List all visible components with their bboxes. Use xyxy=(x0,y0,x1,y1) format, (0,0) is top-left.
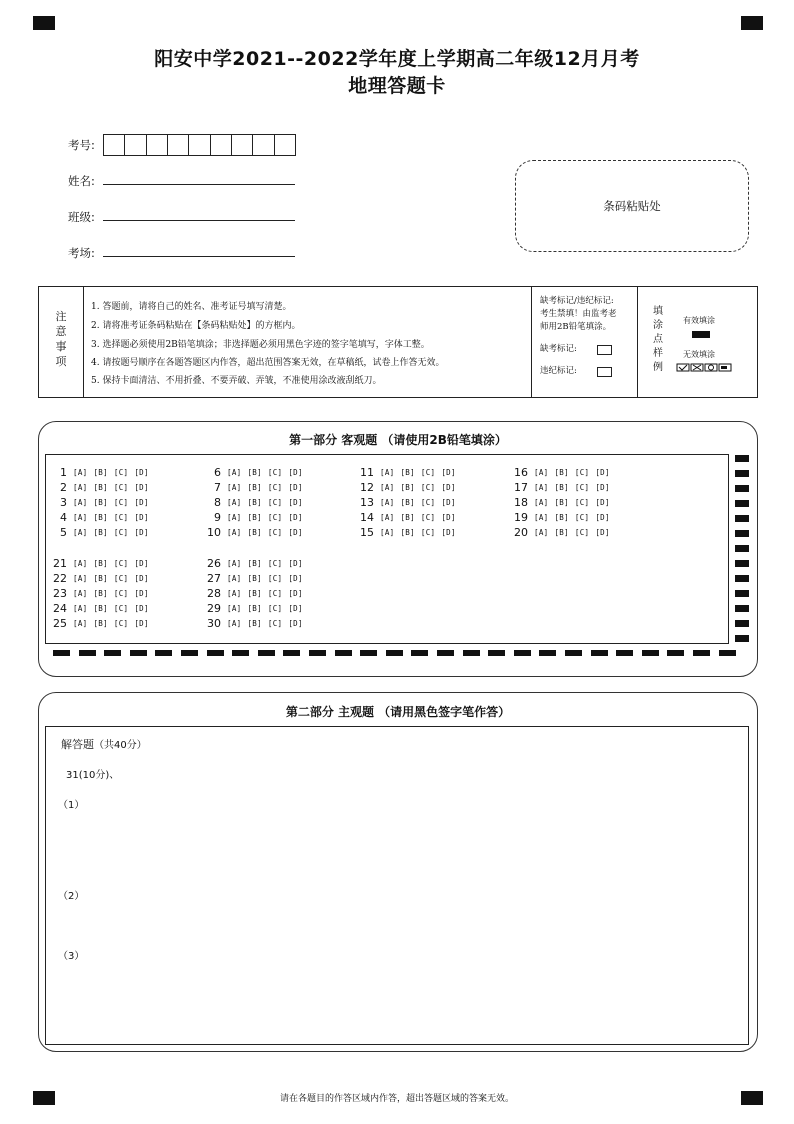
answer-bubble[interactable]: [D] xyxy=(134,483,149,492)
question-11 xyxy=(352,466,462,479)
answer-bubble[interactable]: [A] xyxy=(73,528,88,537)
question-22 xyxy=(45,572,155,585)
answer-bubble[interactable]: [B] xyxy=(93,498,108,507)
question-23 xyxy=(45,587,155,600)
answer-bubble[interactable]: [D] xyxy=(288,483,303,492)
answer-bubble[interactable]: [D] xyxy=(441,468,456,477)
answer-bubble[interactable]: [D] xyxy=(134,468,149,477)
timing-mark-bottom xyxy=(642,650,659,656)
answer-bubble[interactable]: [D] xyxy=(595,513,610,522)
question-number: 18 xyxy=(514,496,528,509)
answer-bubble[interactable]: [D] xyxy=(134,604,149,613)
answer-bubble[interactable]: [D] xyxy=(288,604,303,613)
name-label: 姓名: xyxy=(68,174,95,188)
question-number: 28 xyxy=(207,587,221,600)
answer-bubble[interactable]: [A] xyxy=(380,513,395,522)
timing-mark-right xyxy=(735,575,749,582)
timing-mark-bottom xyxy=(309,650,326,656)
timing-mark-right xyxy=(735,620,749,627)
answer-bubble[interactable]: [A] xyxy=(534,498,549,507)
answer-bubble[interactable]: [C] xyxy=(574,498,590,507)
answer-bubble[interactable]: [B] xyxy=(93,528,108,537)
section-label: 解答题（共40分） xyxy=(61,738,147,751)
answer-bubble[interactable]: [B] xyxy=(93,604,108,613)
answer-bubble[interactable]: [C] xyxy=(574,513,590,522)
answer-bubble[interactable]: [A] xyxy=(227,574,242,583)
answer-bubble[interactable]: [C] xyxy=(267,574,283,583)
question-15 xyxy=(352,526,462,539)
question-2 xyxy=(45,481,155,494)
answer-bubble[interactable]: [B] xyxy=(400,468,415,477)
answer-bubble[interactable]: [C] xyxy=(267,528,283,537)
note-line: 2. 请将准考证条码粘贴在【条码粘贴处】的方框内。 xyxy=(91,321,301,331)
invalid-fill-label: 无效填涂 xyxy=(683,350,715,359)
answer-bubble[interactable]: [C] xyxy=(113,498,129,507)
answer-bubble[interactable]: [A] xyxy=(73,513,88,522)
answer-bubble[interactable]: [C] xyxy=(113,483,129,492)
question-number: 19 xyxy=(514,511,528,524)
answer-bubble[interactable]: [C] xyxy=(420,513,436,522)
objective-section-title: 第一部分 客观题 （请使用2B铅笔填涂） xyxy=(289,433,507,447)
timing-mark-bottom xyxy=(53,650,70,656)
note-line: 5. 保持卡面清洁、不用折叠、不要弄破、弄皱，不准使用涂改液刮纸刀。 xyxy=(91,376,382,386)
answer-bubble[interactable]: [C] xyxy=(113,619,129,628)
timing-mark-bottom xyxy=(514,650,531,656)
answer-bubble[interactable]: [C] xyxy=(267,589,283,598)
answer-bubble[interactable]: [C] xyxy=(113,528,129,537)
question-number: 14 xyxy=(360,511,374,524)
timing-mark-bottom xyxy=(258,650,275,656)
room-label: 考场: xyxy=(68,246,95,260)
answer-bubble[interactable]: [D] xyxy=(441,483,456,492)
question-25 xyxy=(45,617,155,630)
answer-bubble[interactable]: [D] xyxy=(441,498,456,507)
timing-mark-right xyxy=(735,515,749,522)
question-7 xyxy=(199,481,309,494)
question-9 xyxy=(199,511,309,524)
valid-fill-sample xyxy=(692,331,710,338)
question-18 xyxy=(506,496,616,509)
answer-bubble[interactable]: [B] xyxy=(93,513,108,522)
answer-bubble[interactable]: [B] xyxy=(554,468,569,477)
timing-mark-right xyxy=(735,590,749,597)
answer-bubble[interactable]: [B] xyxy=(93,483,108,492)
answer-bubble[interactable]: [D] xyxy=(288,498,303,507)
answer-bubble[interactable]: [A] xyxy=(534,483,549,492)
page-title: 阳安中学2021--2022学年度上学期高二年级12月月考 xyxy=(154,48,640,70)
question-30 xyxy=(199,617,309,630)
answer-bubble[interactable]: [A] xyxy=(73,589,88,598)
question-label: 31(10分)、 xyxy=(66,770,120,781)
answer-bubble[interactable]: [C] xyxy=(267,483,283,492)
answer-bubble[interactable]: [A] xyxy=(227,619,242,628)
question-number: 3 xyxy=(60,496,67,509)
invalid-fill-samples xyxy=(676,363,736,373)
name-field[interactable] xyxy=(103,184,295,185)
timing-mark-bottom xyxy=(360,650,377,656)
timing-mark-bottom xyxy=(693,650,710,656)
page-subtitle: 地理答题卡 xyxy=(348,75,446,97)
question-3 xyxy=(45,496,155,509)
answer-bubble[interactable]: [B] xyxy=(247,559,262,568)
footer-note: 请在各题目的作答区域内作答，超出答题区域的答案无效。 xyxy=(279,1094,514,1104)
timing-mark-bottom xyxy=(565,650,582,656)
answer-bubble[interactable]: [B] xyxy=(93,574,108,583)
answer-bubble[interactable]: [D] xyxy=(288,468,303,477)
answer-bubble[interactable]: [B] xyxy=(554,483,569,492)
question-14 xyxy=(352,511,462,524)
question-number: 2 xyxy=(60,481,67,494)
answer-bubble[interactable]: [B] xyxy=(247,498,262,507)
question-number: 13 xyxy=(360,496,374,509)
question-number: 8 xyxy=(214,496,221,509)
timing-mark-bottom xyxy=(463,650,480,656)
answer-bubble[interactable]: [A] xyxy=(73,468,88,477)
answer-bubble[interactable]: [B] xyxy=(247,604,262,613)
valid-fill-label: 有效填涂 xyxy=(683,316,715,325)
timing-mark-right xyxy=(735,635,749,642)
question-number: 17 xyxy=(514,481,528,494)
question-number: 21 xyxy=(53,557,67,570)
timing-mark-bottom xyxy=(181,650,198,656)
answer-bubble[interactable]: [C] xyxy=(420,468,436,477)
question-number: 25 xyxy=(53,617,67,630)
question-4 xyxy=(45,511,155,524)
absent-mark-box[interactable] xyxy=(597,345,612,355)
answer-bubble[interactable]: [B] xyxy=(247,574,262,583)
timing-mark-bottom xyxy=(719,650,736,656)
answer-bubble[interactable]: [C] xyxy=(420,528,436,537)
question-26 xyxy=(199,557,309,570)
question-12 xyxy=(352,481,462,494)
timing-mark-bottom xyxy=(488,650,505,656)
answer-bubble[interactable]: [D] xyxy=(134,513,149,522)
question-number: 7 xyxy=(214,481,221,494)
answer-bubble[interactable]: [C] xyxy=(267,498,283,507)
answer-bubble[interactable]: [B] xyxy=(93,468,108,477)
question-27 xyxy=(199,572,309,585)
question-8 xyxy=(199,496,309,509)
answer-bubble[interactable]: [A] xyxy=(380,528,395,537)
answer-bubble[interactable]: [A] xyxy=(73,559,88,568)
timing-mark-right xyxy=(735,560,749,567)
question-number: 10 xyxy=(207,526,221,539)
answer-bubble[interactable]: [A] xyxy=(73,574,88,583)
timing-mark-bottom xyxy=(667,650,684,656)
question-21 xyxy=(45,557,155,570)
answer-bubble[interactable]: [C] xyxy=(113,513,129,522)
violation-mark-box[interactable] xyxy=(597,367,612,377)
answer-bubble[interactable]: [C] xyxy=(113,559,129,568)
answer-bubble[interactable]: [A] xyxy=(227,513,242,522)
answer-bubble[interactable]: [A] xyxy=(227,604,242,613)
subjective-answer-area[interactable] xyxy=(45,726,749,1045)
answer-bubble[interactable]: [B] xyxy=(554,528,569,537)
question-28 xyxy=(199,587,309,600)
question-1 xyxy=(45,466,155,479)
answer-bubble[interactable]: [C] xyxy=(574,468,590,477)
timing-mark-bottom xyxy=(79,650,96,656)
class-field[interactable] xyxy=(103,220,295,221)
subquestion-2-label: （2） xyxy=(58,891,85,902)
answer-bubble[interactable]: [A] xyxy=(73,483,88,492)
question-number: 30 xyxy=(207,617,221,630)
timing-mark-bottom xyxy=(207,650,224,656)
answer-bubble[interactable]: [A] xyxy=(227,528,242,537)
question-number: 5 xyxy=(60,526,67,539)
answer-bubble[interactable]: [A] xyxy=(380,498,395,507)
subjective-section-title: 第二部分 主观题 （请用黑色签字笔作答） xyxy=(285,705,511,719)
answer-bubble[interactable]: [B] xyxy=(93,589,108,598)
answer-bubble[interactable]: [C] xyxy=(420,498,436,507)
answer-bubble[interactable]: [D] xyxy=(441,513,456,522)
question-13 xyxy=(352,496,462,509)
question-29 xyxy=(199,602,309,615)
timing-mark-bottom xyxy=(335,650,352,656)
question-6 xyxy=(199,466,309,479)
answer-bubble[interactable]: [D] xyxy=(595,498,610,507)
question-number: 23 xyxy=(53,587,67,600)
timing-mark-right xyxy=(735,605,749,612)
answer-bubble[interactable]: [B] xyxy=(400,513,415,522)
answer-bubble[interactable]: [A] xyxy=(227,559,242,568)
question-16 xyxy=(506,466,616,479)
answer-bubble[interactable]: [A] xyxy=(380,468,395,477)
timing-mark-bottom xyxy=(386,650,403,656)
answer-bubble[interactable]: [D] xyxy=(134,498,149,507)
timing-mark-right xyxy=(735,530,749,537)
subquestion-3-label: （3） xyxy=(58,951,85,962)
answer-bubble[interactable]: [A] xyxy=(73,498,88,507)
question-number: 6 xyxy=(214,466,221,479)
subquestion-1-label: （1） xyxy=(58,800,85,811)
answer-bubble[interactable]: [D] xyxy=(288,574,303,583)
violation-mark-label: 违纪标记: xyxy=(540,366,577,376)
answer-bubble[interactable]: [C] xyxy=(267,619,283,628)
timing-mark-right xyxy=(735,455,749,462)
fill-example-heading: 填 涂 点 样 例 xyxy=(653,306,663,373)
question-number: 24 xyxy=(53,602,67,615)
answer-bubble[interactable]: [D] xyxy=(288,513,303,522)
answer-bubble[interactable]: [D] xyxy=(134,589,149,598)
answer-bubble[interactable]: [A] xyxy=(534,468,549,477)
notes-box xyxy=(38,286,758,398)
timing-mark-bottom xyxy=(437,650,454,656)
timing-mark-bottom xyxy=(104,650,121,656)
question-number: 1 xyxy=(60,466,67,479)
answer-bubble[interactable]: [C] xyxy=(267,513,283,522)
question-5 xyxy=(45,526,155,539)
answer-bubble[interactable]: [B] xyxy=(554,498,569,507)
answer-bubble[interactable]: [C] xyxy=(267,604,283,613)
question-number: 15 xyxy=(360,526,374,539)
absent-mark-label: 缺考标记: xyxy=(540,344,577,354)
note-line: 3. 选择题必须使用2B铅笔填涂；非选择题必须用黑色字迹的签字笔填写，字体工整。 xyxy=(91,340,430,350)
answer-bubble[interactable]: [A] xyxy=(380,483,395,492)
timing-mark-bottom xyxy=(283,650,300,656)
answer-bubble[interactable]: [A] xyxy=(227,468,242,477)
room-field[interactable] xyxy=(103,256,295,257)
question-number: 4 xyxy=(60,511,67,524)
answer-bubble[interactable]: [C] xyxy=(574,483,590,492)
exam-no-label: 考号: xyxy=(68,138,95,152)
answer-bubble[interactable]: [C] xyxy=(113,589,129,598)
question-number: 11 xyxy=(360,466,374,479)
timing-mark-bottom xyxy=(411,650,428,656)
answer-bubble[interactable]: [B] xyxy=(400,528,415,537)
question-20 xyxy=(506,526,616,539)
answer-bubble[interactable]: [A] xyxy=(534,513,549,522)
timing-mark-right xyxy=(735,500,749,507)
answer-bubble[interactable]: [B] xyxy=(247,619,262,628)
answer-bubble[interactable]: [D] xyxy=(288,589,303,598)
answer-bubble[interactable]: [B] xyxy=(93,559,108,568)
notes-heading: 注 意 事 项 xyxy=(55,310,67,368)
registration-mark-top-left xyxy=(33,16,55,30)
answer-bubble[interactable]: [D] xyxy=(595,468,610,477)
question-number: 20 xyxy=(514,526,528,539)
timing-mark-bottom xyxy=(232,650,249,656)
answer-bubble[interactable]: [B] xyxy=(400,483,415,492)
timing-mark-bottom xyxy=(591,650,608,656)
question-number: 16 xyxy=(514,466,528,479)
answer-bubble[interactable]: [C] xyxy=(267,468,283,477)
answer-bubble[interactable]: [D] xyxy=(134,574,149,583)
answer-bubble[interactable]: [B] xyxy=(400,498,415,507)
answer-bubble[interactable]: [C] xyxy=(113,468,129,477)
answer-bubble[interactable]: [D] xyxy=(134,559,149,568)
answer-bubble[interactable]: [D] xyxy=(288,559,303,568)
timing-mark-bottom xyxy=(539,650,556,656)
answer-bubble[interactable]: [A] xyxy=(227,483,242,492)
timing-mark-right xyxy=(735,545,749,552)
question-19 xyxy=(506,511,616,524)
answer-bubble[interactable]: [C] xyxy=(574,528,590,537)
answer-bubble[interactable]: [B] xyxy=(554,513,569,522)
answer-bubble[interactable]: [B] xyxy=(247,589,262,598)
answer-bubble[interactable]: [D] xyxy=(288,619,303,628)
answer-bubble[interactable]: [B] xyxy=(247,483,262,492)
registration-mark-top-right xyxy=(741,16,763,30)
answer-bubble[interactable]: [B] xyxy=(247,513,262,522)
answer-bubble[interactable]: [C] xyxy=(267,559,283,568)
answer-bubble[interactable]: [A] xyxy=(227,498,242,507)
answer-bubble[interactable]: [A] xyxy=(73,619,88,628)
answer-bubble[interactable]: [A] xyxy=(227,589,242,598)
question-24 xyxy=(45,602,155,615)
timing-mark-bottom xyxy=(130,650,147,656)
answer-bubble[interactable]: [D] xyxy=(595,528,610,537)
answer-bubble[interactable]: [C] xyxy=(420,483,436,492)
answer-bubble[interactable]: [B] xyxy=(93,619,108,628)
barcode-label: 条码粘贴处 xyxy=(603,199,661,213)
answer-bubble[interactable]: [D] xyxy=(595,483,610,492)
class-label: 班级: xyxy=(68,210,95,224)
question-number: 27 xyxy=(207,572,221,585)
answer-bubble[interactable]: [A] xyxy=(73,604,88,613)
answer-bubble[interactable]: [C] xyxy=(113,604,129,613)
answer-bubble[interactable]: [A] xyxy=(534,528,549,537)
question-number: 22 xyxy=(53,572,67,585)
answer-bubble[interactable]: [D] xyxy=(134,528,149,537)
timing-mark-bottom xyxy=(616,650,633,656)
question-10 xyxy=(199,526,309,539)
answer-bubble[interactable]: [D] xyxy=(288,528,303,537)
answer-bubble[interactable]: [D] xyxy=(441,528,456,537)
question-number: 29 xyxy=(207,602,221,615)
question-17 xyxy=(506,481,616,494)
barcode-area xyxy=(515,160,749,252)
note-line: 4. 请按题号顺序在各题答题区内作答，超出范围答案无效，在草稿纸，试卷上作答无效。 xyxy=(91,358,445,368)
timing-mark-right xyxy=(735,470,749,477)
timing-mark-bottom xyxy=(155,650,172,656)
question-number: 26 xyxy=(207,557,221,570)
answer-bubble[interactable]: [B] xyxy=(247,528,262,537)
question-number: 12 xyxy=(360,481,374,494)
timing-mark-right xyxy=(735,485,749,492)
question-number: 9 xyxy=(214,511,221,524)
answer-bubble[interactable]: [C] xyxy=(113,574,129,583)
mark-instructions: 缺考标记/违纪标记: 考生禁填！由监考老 师用2B铅笔填涂。 xyxy=(540,296,617,332)
answer-bubble[interactable]: [D] xyxy=(134,619,149,628)
answer-bubble[interactable]: [B] xyxy=(247,468,262,477)
note-line: 1. 答题前，请将自己的姓名、准考证号填写清楚。 xyxy=(91,302,292,312)
exam-no-field[interactable] xyxy=(103,134,296,156)
